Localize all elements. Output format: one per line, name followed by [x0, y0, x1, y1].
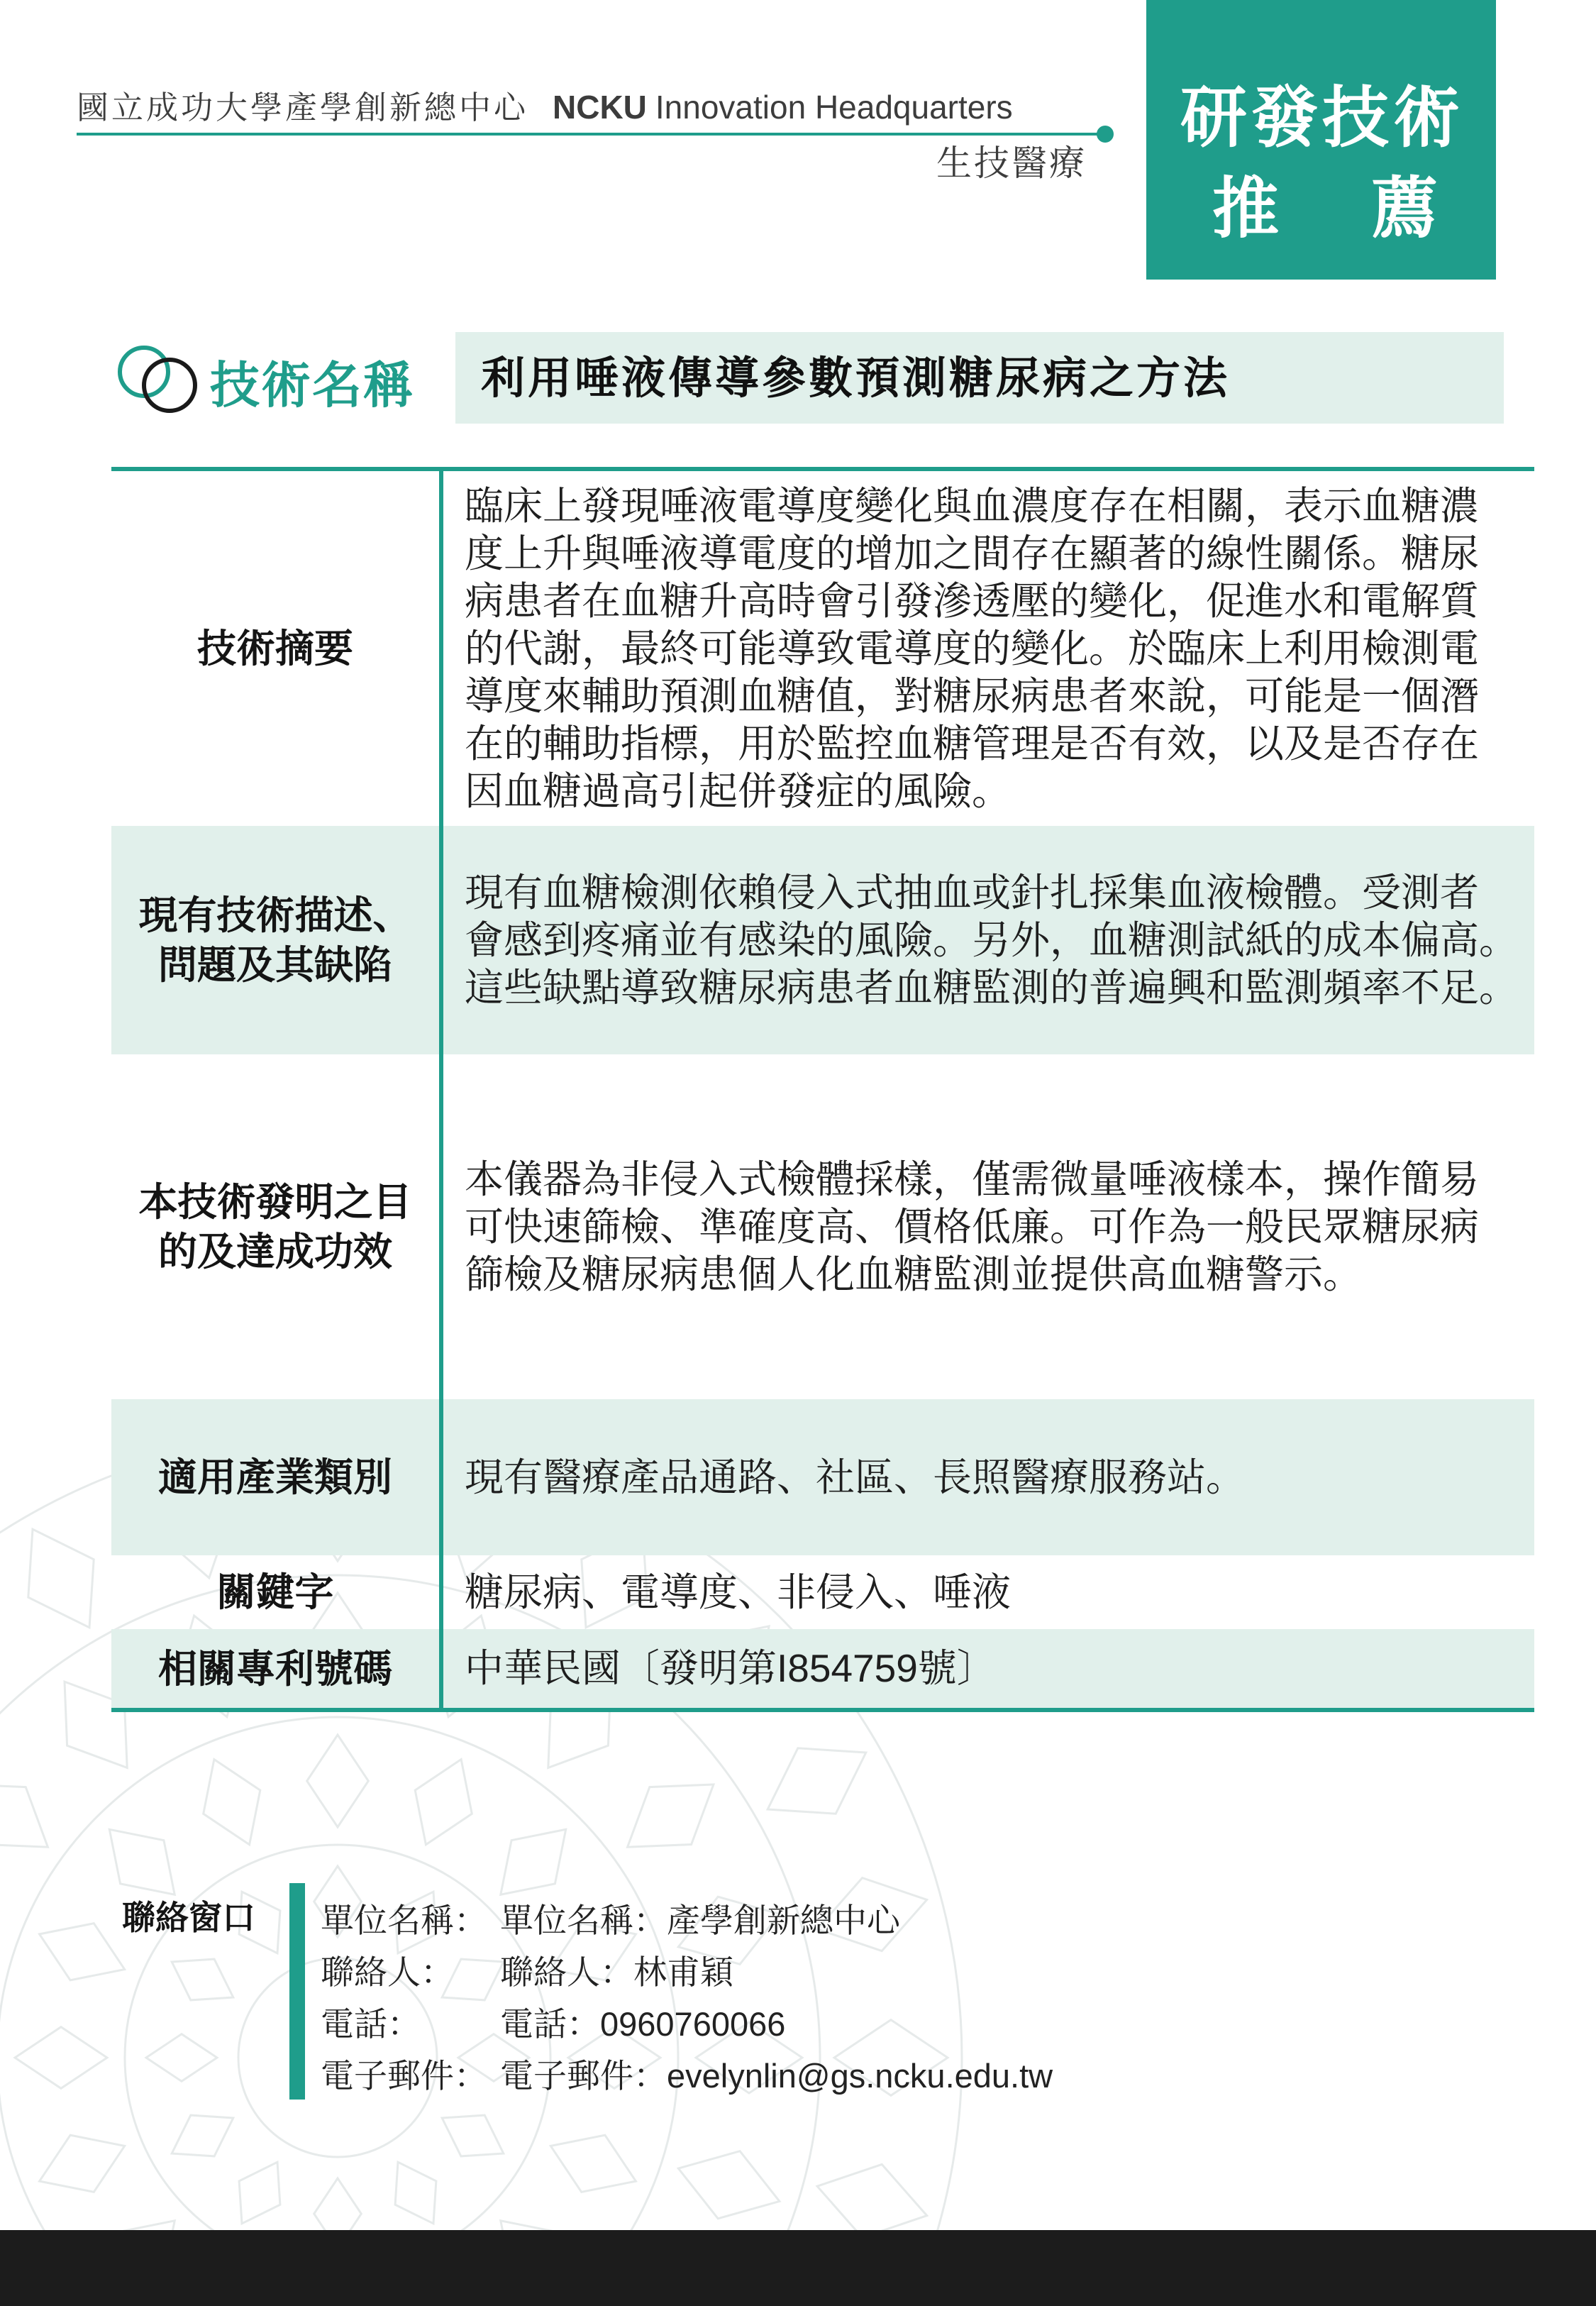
contact-unit	[321, 1894, 1053, 1946]
pattern-petal	[15, 2027, 107, 2089]
row-value-cell	[443, 1555, 1534, 1629]
row-label-cell	[111, 1555, 439, 1629]
row-patent	[111, 1629, 1534, 1708]
pattern-petal	[172, 1959, 233, 2000]
recommendation-badge	[1146, 0, 1531, 280]
footer-bar	[0, 2230, 1596, 2306]
pattern-petal	[109, 1829, 174, 1894]
pattern-petal	[395, 2162, 436, 2224]
pattern-petal	[307, 1735, 369, 1827]
organization-name-english: Innovation Headquarters	[655, 89, 1013, 126]
contact-label: 電話：	[321, 2005, 421, 2043]
pattern-petal	[239, 2162, 280, 2224]
table-bottom-border	[111, 1708, 1534, 1712]
pattern-petal	[28, 1529, 94, 1628]
pattern-petal	[204, 1760, 260, 1845]
pattern-petal	[40, 2135, 125, 2192]
prior-art-text: 現有血糖檢測依賴侵入式抽血或針扎採集血液檢體。受測者 會感到疼痛並有感染的風險。另外，血糖測試紙的成本偏高。 這些缺點導致糖尿病患者血糖監測的普遍興和監測頻率不足。	[465, 870, 1519, 1010]
pattern-petal	[817, 2164, 927, 2237]
contact-email	[321, 2050, 1053, 2102]
row-value-cell	[443, 471, 1534, 826]
contact-email-link[interactable]: 電子郵件：evelynlin@gs.ncku.edu.tw	[500, 2057, 1053, 2095]
contact-value: 電話：0960760066	[500, 2005, 786, 2043]
row-industry	[111, 1399, 1534, 1555]
pattern-petal	[550, 2135, 636, 2192]
pattern-petal	[40, 1924, 125, 1980]
prior-art-label: 現有技術描述、 問題及其缺陷	[138, 893, 412, 988]
category-label: 生技醫療	[936, 143, 1087, 184]
row-value-cell	[443, 826, 1534, 1054]
pattern-petal	[442, 2115, 504, 2156]
organization-name-ncku: NCKU	[553, 89, 647, 126]
keywords-text: 糖尿病、電導度、非侵入、唾液	[465, 1569, 1012, 1614]
row-keywords	[111, 1555, 1534, 1629]
row-value-cell	[443, 1399, 1534, 1555]
row-label-cell	[111, 1629, 439, 1708]
badge-line-1: 研發技術	[1180, 79, 1465, 157]
overlapping-circles-icon	[113, 339, 206, 419]
pattern-petal	[628, 1784, 714, 1847]
summary-text: 臨床上發現唾液電導度變化與血濃度存在相關，表示血糖濃 度上升與唾液導電度的增加之間存在顯著的線性關係。糖尿 病患者在血糖升高時會引發滲透壓的變化，促進水和電解質 的代謝，最終可能導致電導度的變化。於臨床上利用檢測電 導度來輔助預測血糖值，對糖尿病患者來說，可能是一個潛 在的輔助指標，用於監控血糖管理是否有效，以及是否存在 因血糖過高引起併發症的風險。	[465, 483, 1480, 813]
row-value-cell	[443, 1629, 1534, 1708]
contact-accent-bar	[289, 1883, 305, 2100]
pattern-petal	[172, 2115, 233, 2156]
industry-text: 現有醫療產品通路、社區、長照醫療服務站。	[465, 1455, 1246, 1499]
contact-value: 單位名稱：產學創新總中心	[500, 1902, 900, 1939]
header-divider-line	[77, 133, 1105, 136]
contact-phone	[321, 1998, 1053, 2050]
objective-text: 本儀器為非侵入式檢體採樣，僅需微量唾液樣本，操作簡易 可快速篩檢、準確度高、價格低廉。可作為一般民眾糖尿病 篩檢及糖尿病患個人化血糖監測並提供高血糖警示。	[465, 1157, 1480, 1296]
row-label-cell	[111, 826, 439, 1054]
contact-value: 聯絡人：林甫穎	[500, 1953, 733, 1991]
contact-label: 聯絡人：	[321, 1953, 454, 1991]
organization-name-chinese: 國立成功大學產學創新總中心	[77, 89, 529, 126]
organization-name	[77, 84, 1013, 131]
contact-list	[321, 1894, 1053, 2102]
technology-name-box	[455, 332, 1504, 424]
technology-name-label: 技術名稱	[210, 356, 414, 414]
pattern-petal	[146, 2034, 217, 2082]
row-label-cell	[111, 1399, 439, 1555]
pattern-petal	[501, 1829, 566, 1894]
industry-label: 適用產業類別	[157, 1455, 392, 1500]
row-prior-art	[111, 826, 1534, 1054]
info-table	[111, 467, 1534, 1712]
contact-heading: 聯絡窗口	[122, 1899, 255, 1938]
keywords-label: 關鍵字	[216, 1569, 334, 1615]
row-summary	[111, 471, 1534, 826]
header-divider-dot	[1097, 126, 1114, 143]
row-label-cell	[111, 1054, 439, 1399]
contact-label: 單位名稱：	[321, 1902, 487, 1939]
pattern-petal	[767, 1748, 866, 1814]
summary-label: 技術摘要	[196, 626, 353, 671]
patent-text: 中華民國〔發明第I854759號〕	[465, 1646, 996, 1690]
contact-label: 電子郵件：	[321, 2057, 487, 2095]
pattern-petal	[678, 2151, 780, 2219]
row-value-cell	[443, 1054, 1534, 1399]
row-label-cell	[111, 471, 439, 826]
pattern-petal	[415, 1760, 472, 1845]
patent-label: 相關專利號碼	[157, 1645, 392, 1692]
badge-line-2: 推薦	[1212, 170, 1531, 248]
objective-label: 本技術發明之目 的及達成功效	[138, 1179, 412, 1274]
technology-name-value: 利用唾液傳導參數預測糖尿病之方法	[481, 352, 1231, 404]
contact-person	[321, 1946, 1053, 1998]
pattern-petal	[0, 1784, 48, 1847]
row-objective	[111, 1054, 1534, 1399]
table-column-divider	[439, 471, 443, 1708]
